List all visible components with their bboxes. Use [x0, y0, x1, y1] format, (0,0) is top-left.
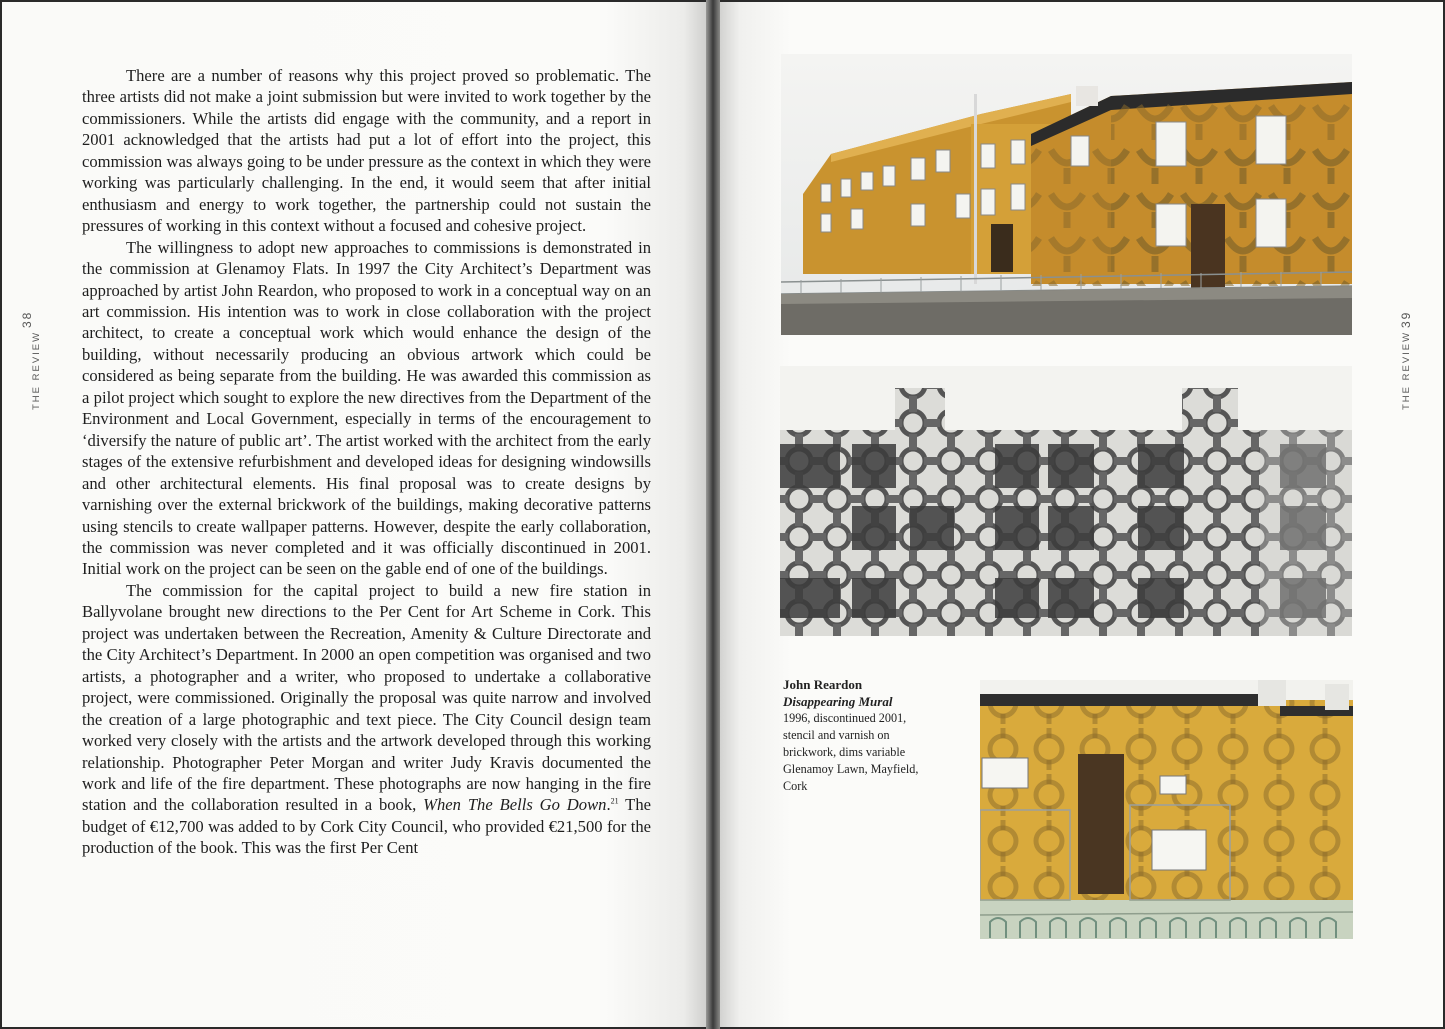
photo-gable-end — [980, 680, 1353, 939]
photo-stencil-pattern — [780, 366, 1352, 636]
caption-line-1: 1996, discontinued 2001, — [783, 711, 907, 725]
caption-line-3: brickwork, dims variable — [783, 745, 906, 759]
photo-caption — [783, 676, 963, 795]
paragraph-2: The willingness to adopt new approaches to commissions is demonstrated in the commission at Glenamoy Flats. In 1997 the City Architect’s Department was approached by artist John Reardon, who proposed to work in a conceptual way on an art commission. His intention was to work in close collaboration with the project architect, to create a conceptual work which would enhance the design of the building, without necessarily producing an obvious artwork which could be considered as being separate from the building. He was awarded this commission as a pilot project which sought to explore the new directives from the Department of the Environment and Local Government, especially in terms of the encouragement to ‘diversify the nature of public art’. The artist worked with the architect from the early stages of the extensive refurbishment and developed ideas for designing windowsills and other architectural elements. His final proposal was to create designs by varnishing over the external brickwork of the buildings, making decorative patterns using stencils to create wallpaper patterns. However, despite the early collaboration, the commission was never completed and it was officially discontinued in 2001. Initial work on the project can be seen on the gable end of one of the buildings. — [82, 237, 651, 579]
left-page — [2, 2, 712, 1027]
caption-line-4: Glenamoy Lawn, Mayfield, — [783, 762, 919, 776]
photo-housing-block — [781, 54, 1352, 335]
footnote-marker: 21 — [610, 796, 619, 806]
paragraph-3 — [82, 580, 651, 859]
caption-line-2: stencil and varnish on — [783, 728, 890, 742]
page-number-left: 38 — [20, 310, 34, 328]
running-head-left: THE REVIEW — [31, 330, 42, 410]
caption-line-5: Cork — [783, 779, 808, 793]
body-text — [82, 65, 651, 859]
paragraph-3-period: . — [606, 795, 611, 815]
paragraph-3-continued: The budget of €12,700 was added to by Cork City Council, who provided €21,500 for the production of the book. This was the first Per Cent — [82, 795, 651, 858]
page-number-right: 39 — [1399, 310, 1413, 328]
paragraph-3-text: The commission for the capital project to build a new fire station in Ballyvolane brought new directions to the Per Cent for Art Scheme in Cork. This project was undertaken between the Recreation, Amenity & Culture Directorate and the City Architect’s Department. In 2000 an open competition was organised and two artists, a photographer and a writer, who proposed to undertake a collaborative project, were commissioned. Originally the proposal was quite narrow and involved the creation of a large photographic and text piece. The City Council design team worked very closely with the artists and the artwork developed through this working relationship. Photographer Peter Morgan and writer Judy Kravis documented the work and life of the fire department. These photographs are now hanging in the fire station and the collaboration resulted in a book, — [82, 580, 651, 815]
book-gutter — [706, 0, 720, 1029]
caption-artist: John Reardon — [783, 677, 863, 692]
caption-title: Disappearing Mural — [783, 694, 893, 709]
book-title: When The Bells Go Down — [423, 795, 607, 815]
running-head-right: THE REVIEW — [1401, 330, 1412, 410]
paragraph-1: There are a number of reasons why this project proved so problematic. The three artists did not make a joint submission but were invited to work together by the commissioners. While the artists did engage with the community, and a report in 2001 acknowledged that the artists had put a lot of effort into the project, this commission was always going to be under pressure as the context in which they were working was particularly challenging. In the end, it would seem that after initial enthusiasm and energy to work together, the partnership could not sustain the pressures of working in this context without a focused and cohesive project. — [82, 66, 651, 236]
